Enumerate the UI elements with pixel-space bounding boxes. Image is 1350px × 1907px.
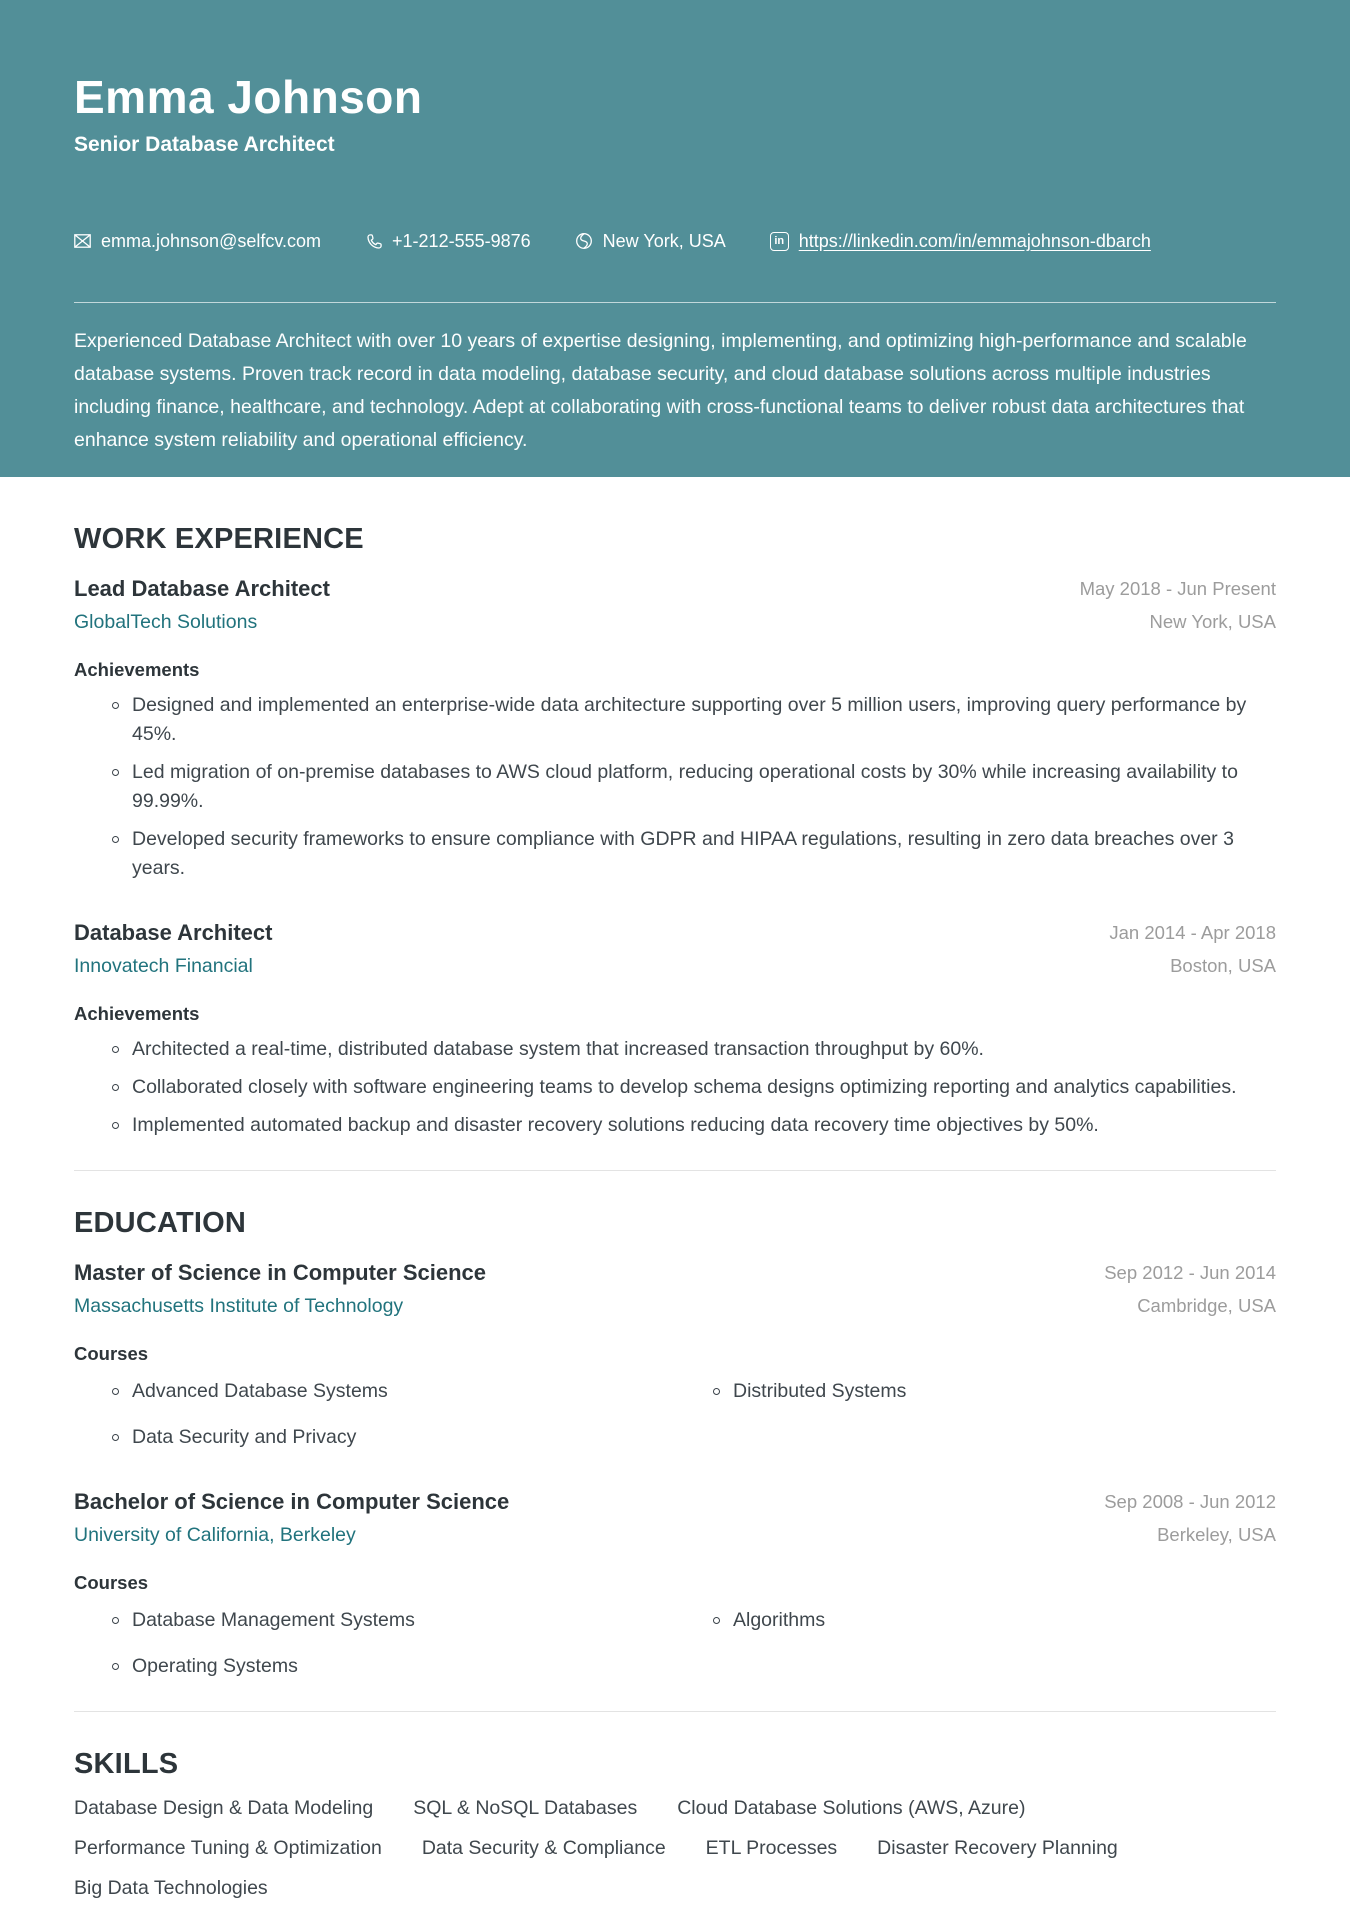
education-entry-header	[74, 1488, 1276, 1548]
education-entry-header	[74, 1259, 1276, 1319]
bullet-icon	[112, 1122, 119, 1129]
job-location: New York, USA	[1149, 611, 1276, 632]
achievement-item	[74, 1111, 1276, 1140]
achievement-text: Implemented automated backup and disaster recovery solutions reducing data recovery time objectives by 50%.	[132, 1114, 1099, 1136]
course-text: Algorithms	[733, 1609, 826, 1631]
section-divider	[74, 1711, 1276, 1712]
course-text: Distributed Systems	[733, 1380, 907, 1402]
courses-label: Courses	[74, 1343, 149, 1364]
job-dates: May 2018 - Jun Present	[1079, 578, 1276, 599]
achievements-list	[74, 1035, 1276, 1140]
skill-item: Cloud Database Solutions (AWS, Azure)	[677, 1797, 1026, 1819]
achievement-item	[74, 758, 1276, 816]
job-entry	[74, 575, 1276, 883]
email-icon	[74, 234, 91, 248]
course-item	[675, 1377, 1276, 1406]
job-company: Innovatech Financial	[74, 955, 253, 977]
contact-location	[575, 228, 726, 254]
job-entry-header	[74, 575, 1276, 635]
education-entry-left	[74, 1488, 509, 1548]
degree-title: Bachelor of Science in Computer Science	[74, 1489, 510, 1514]
job-entry-left	[74, 575, 330, 635]
job-entry-left	[74, 919, 272, 979]
bullet-icon	[713, 1388, 720, 1395]
contact-linkedin	[770, 228, 1151, 254]
section-divider	[74, 1170, 1276, 1171]
achievement-text: Collaborated closely with software engineering teams to develop schema designs optimizing reporting and analytics capabilities.	[132, 1076, 1237, 1098]
degree-dates: Sep 2008 - Jun 2012	[1104, 1491, 1276, 1512]
bullet-icon	[112, 769, 119, 776]
bullet-icon	[112, 1084, 119, 1091]
achievement-text: Developed security frameworks to ensure compliance with GDPR and HIPAA regulations, resulting in zero data breaches over 3 years.	[132, 828, 1234, 879]
bullet-icon	[112, 836, 119, 843]
bullet-icon	[112, 1617, 119, 1624]
achievement-item	[74, 691, 1276, 749]
skill-item: Big Data Technologies	[74, 1877, 268, 1899]
contact-location-text: New York, USA	[602, 231, 726, 251]
work-experience-section	[0, 521, 1350, 1903]
skill-item: ETL Processes	[705, 1837, 838, 1859]
job-location: Boston, USA	[1170, 955, 1276, 976]
work-section-title: WORK EXPERIENCE	[74, 523, 364, 555]
education-section-title: EDUCATION	[74, 1207, 247, 1239]
course-item	[675, 1606, 1276, 1635]
phone-icon	[365, 233, 382, 250]
degree-dates: Sep 2012 - Jun 2014	[1104, 1262, 1276, 1283]
contact-email	[74, 228, 321, 254]
contact-phone-text: +1-212-555-9876	[392, 231, 531, 251]
courses-list	[74, 1377, 1276, 1452]
bullet-icon	[713, 1617, 720, 1624]
job-dates: Jan 2014 - Apr 2018	[1109, 922, 1276, 943]
linkedin-icon: in	[770, 232, 789, 251]
job-role: Database Architect	[74, 920, 273, 945]
skills-list	[74, 1794, 1276, 1903]
course-item	[74, 1606, 675, 1635]
skill-item: SQL & NoSQL Databases	[413, 1797, 638, 1819]
course-item	[74, 1652, 675, 1681]
courses-list	[74, 1606, 1276, 1681]
achievement-item	[74, 1073, 1276, 1102]
skill-item: Database Design & Data Modeling	[74, 1797, 374, 1819]
course-item	[74, 1423, 675, 1452]
achievements-label: Achievements	[74, 1003, 200, 1024]
skill-item: Performance Tuning & Optimization	[74, 1837, 382, 1859]
globe-icon	[575, 232, 593, 250]
achievements-label: Achievements	[74, 659, 200, 680]
header-divider	[74, 302, 1276, 303]
job-role: Lead Database Architect	[74, 576, 330, 601]
bullet-icon	[112, 1388, 119, 1395]
achievement-item	[74, 1035, 1276, 1064]
job-company: GlobalTech Solutions	[74, 611, 258, 633]
course-text: Database Management Systems	[132, 1609, 415, 1631]
skill-item: Disaster Recovery Planning	[877, 1837, 1118, 1859]
contact-email-text: emma.johnson@selfcv.com	[101, 231, 322, 251]
bullet-icon	[112, 1046, 119, 1053]
course-text: Advanced Database Systems	[132, 1380, 388, 1402]
school-name: Massachusetts Institute of Technology	[74, 1295, 404, 1317]
degree-title: Master of Science in Computer Science	[74, 1260, 487, 1285]
bullet-icon	[112, 1434, 119, 1441]
job-entry	[74, 919, 1276, 1140]
contact-phone	[365, 228, 531, 254]
achievement-text: Led migration of on-premise databases to AWS cloud platform, reducing operational costs by 30% while increasing availability to 99.99%.	[132, 761, 1238, 812]
bullet-icon	[112, 702, 119, 709]
job-entry-meta	[1089, 919, 1276, 979]
skills-section-title: SKILLS	[74, 1748, 179, 1780]
courses-label: Courses	[74, 1572, 149, 1593]
degree-location: Cambridge, USA	[1137, 1295, 1276, 1316]
course-item	[74, 1377, 675, 1406]
achievements-list	[74, 691, 1276, 883]
degree-location: Berkeley, USA	[1157, 1524, 1276, 1545]
achievement-text: Designed and implemented an enterprise-wide data architecture supporting over 5 million users, improving query performance by 45%.	[132, 694, 1247, 745]
contact-row	[74, 228, 1276, 254]
course-text: Operating Systems	[132, 1655, 298, 1677]
education-entry-left	[74, 1259, 486, 1319]
person-name: Emma Johnson	[74, 71, 423, 123]
job-entry-header	[74, 919, 1276, 979]
education-entry	[74, 1488, 1276, 1681]
job-entry-meta	[1060, 575, 1276, 635]
person-job-title: Senior Database Architect	[74, 133, 335, 156]
school-name: University of California, Berkeley	[74, 1524, 356, 1546]
linkedin-link[interactable]: https://linkedin.com/in/emmajohnson-dbarch	[798, 231, 1151, 251]
education-entry-meta	[1084, 1488, 1276, 1548]
education-entry	[74, 1259, 1276, 1452]
resume-header	[0, 0, 1350, 477]
skill-item: Data Security & Compliance	[421, 1837, 666, 1859]
course-text: Data Security and Privacy	[132, 1426, 357, 1448]
bullet-icon	[112, 1663, 119, 1670]
achievement-item	[74, 825, 1276, 883]
summary-text: Experienced Database Architect with over 10 years of expertise designing, implementing, and optimizing high-performance and scalable database systems. Proven track record in data modeling, database security, and cloud database solutions across multiple industries including finance, healthcare, and technology. Adept at collaborating with cross-functional teams to deliver robust data architectures that enhance system reliability and operational efficiency.	[74, 330, 1247, 451]
education-entry-meta	[1084, 1259, 1276, 1319]
achievement-text: Architected a real-time, distributed database system that increased transaction throughput by 60%.	[132, 1038, 984, 1060]
